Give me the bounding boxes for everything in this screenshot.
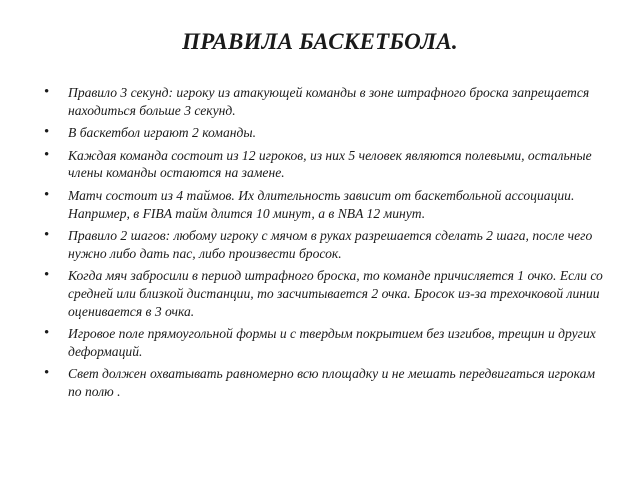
rule-text: Правило 2 шагов: любому игроку с мячом в руках разрешается сделать 2 шага, после чего нужно либо дать пас, либо произвести бросок. xyxy=(68,228,593,261)
rules-list xyxy=(44,84,604,406)
list-item xyxy=(44,147,604,182)
bullet-icon: • xyxy=(44,124,50,141)
bullet-icon: • xyxy=(44,84,50,100)
list-item xyxy=(44,227,604,262)
list-item xyxy=(44,325,604,360)
list-item xyxy=(44,124,604,142)
rule-text: Каждая команда состоит из 12 игроков, из них 5 человек являются полевыми, остальные члены команды остаются на замене. xyxy=(68,147,592,181)
bullet-icon: • xyxy=(44,146,50,163)
rule-text: Правило 3 секунд: игроку из атакующей команды в зоне штрафного броска запрещается находиться больше 3 секунд. xyxy=(68,85,590,118)
bullet-icon: • xyxy=(44,325,50,342)
rule-text: Когда мяч забросили в период штрафного броска, то команде причисляется 1 очко. Если со средней или близкой дистанции, то засчитывается 2 очка. Бросок из-за трехочковой линии оценивается в 3 очка. xyxy=(68,268,603,319)
rule-text: Игровое поле прямоугольной формы и с твердым покрытием без изгибов, трещин и других деформаций. xyxy=(68,326,596,359)
rule-text: Матч состоит из 4 таймов. Их длительность зависит от баскетбольной ассоциации. Например, в FIBA тайм длится 10 минут, а в NBA 12 минут. xyxy=(68,187,575,221)
bullet-icon: • xyxy=(44,365,50,382)
bullet-icon: • xyxy=(44,267,50,284)
bullet-icon: • xyxy=(44,227,50,244)
list-item xyxy=(44,267,604,320)
rule-text: В баскетбол играют 2 команды. xyxy=(68,125,257,141)
list-item xyxy=(44,84,604,119)
list-item xyxy=(44,365,604,400)
list-item xyxy=(44,187,604,222)
rule-text: Свет должен охватывать равномерно всю площадку и не мешать передвигаться игрокам по полю . xyxy=(68,366,596,399)
bullet-icon: • xyxy=(44,186,50,203)
slide-title: ПРАВИЛА БАСКЕТБОЛА. xyxy=(182,29,458,54)
